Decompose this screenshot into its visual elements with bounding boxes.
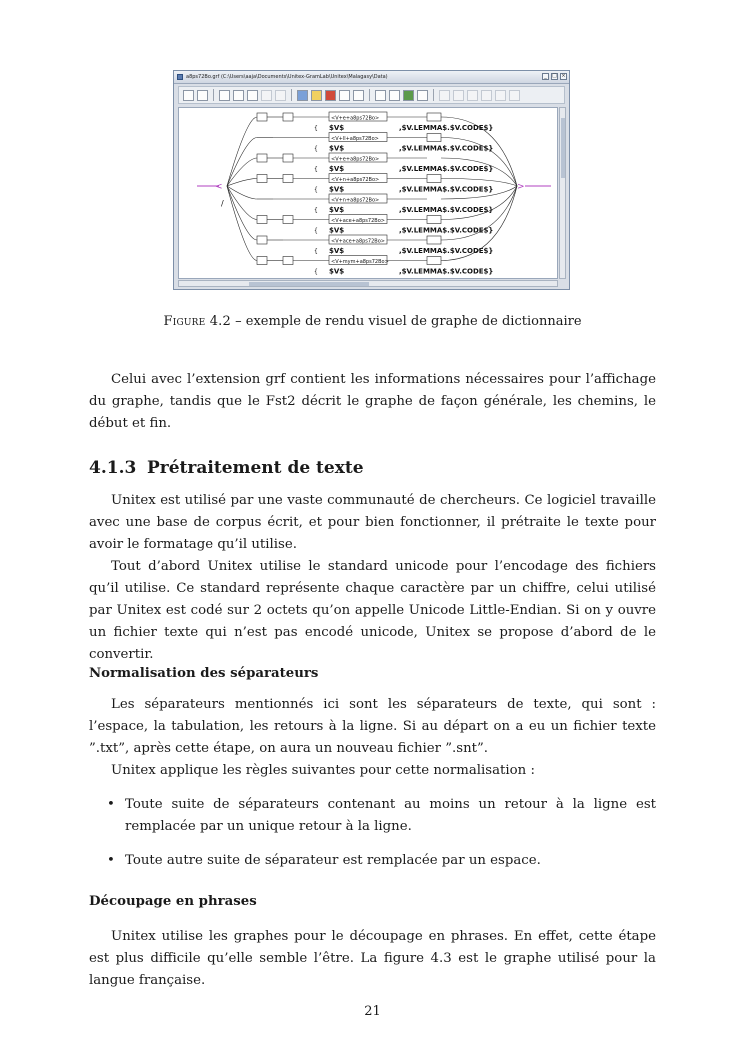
graph-box-out <box>427 175 441 183</box>
graph-box-ref <box>257 216 267 224</box>
graph-output-lemma: ,$V.LEMMA$.$V.CODE$} <box>399 165 494 173</box>
graph-box-mid <box>283 113 293 121</box>
maximize-icon: □ <box>552 73 557 79</box>
graph-box-mid <box>283 216 293 224</box>
copy-icon <box>219 90 230 101</box>
window-titlebar <box>174 71 569 84</box>
vertical-scrollbar <box>559 107 566 279</box>
graph-output-var: $V$ <box>329 165 345 173</box>
close-icon: × <box>561 73 566 79</box>
graph-box-out <box>427 113 441 121</box>
link-icon <box>339 90 350 101</box>
toolbar-separator <box>291 89 292 101</box>
subsection-paragraph: Unitex applique les règles suivantes pour cette normalisation : <box>111 763 535 778</box>
graph-output-lemma: ,$V.LEMMA$.$V.CODE$} <box>399 206 494 214</box>
bullet-icon: • <box>107 797 115 812</box>
graph-editor-window-screenshot <box>173 70 570 290</box>
section-title: Prétraitement de texte <box>147 458 364 478</box>
caption-label: Figure 4.2 <box>163 314 231 329</box>
dictionary-graph <box>179 108 558 279</box>
graph-box-lexmask-label: <V+ace+a8ps72Bo> <box>331 218 385 224</box>
graph-box-ref <box>257 113 267 121</box>
graph-edge <box>227 186 257 240</box>
nav-icon-2 <box>453 90 464 101</box>
graph-output-var: $V$ <box>329 185 345 194</box>
graph-output-lemma: ,$V.LEMMA$.$V.CODE$} <box>399 247 494 255</box>
graph-output-lemma: ,$V.LEMMA$.$V.CODE$} <box>399 124 494 132</box>
graph-box-lexmask-label: <V+ace+a8ps72Bo> <box>331 238 385 245</box>
graph-output-lemma: ,$V.LEMMA$.$V.CODE$} <box>399 226 494 235</box>
edit-icon <box>311 90 322 101</box>
slash-label: / <box>221 199 224 208</box>
subsection-paragraph: Unitex utilise les graphes pour le découpage en phrases. En effet, cette étape est plus difficile qu’elle semble l’être. La figure 4.3 est le graphe utilisé pour la langue française. <box>89 929 656 988</box>
graph-output-brace: { <box>314 227 318 235</box>
graph-box-out <box>427 257 441 265</box>
start-node: < <box>215 182 223 192</box>
subsection-paragraph: Les séparateurs mentionnés ici sont les séparateurs de texte, qui sont : l’espace, la tabulation, les retours à la ligne. Si au départ on a eu un fichier texte ”.txt”, après cette étape, on aura un nouveau fichier ”.snt”. <box>89 697 656 756</box>
caption-separator: – <box>230 314 246 329</box>
graph-output-var: $V$ <box>329 267 345 276</box>
nav-icon-3 <box>467 90 478 101</box>
section-paragraph: Unitex est utilisé par une vaste communauté de chercheurs. Ce logiciel travaille avec une base de corpus écrit, et pour bien fonctionner, il prétraite le texte pour avoir le formatage qu’il utilise. <box>89 493 656 552</box>
toolbar-separator <box>213 89 214 101</box>
graph-output-var: $V$ <box>329 124 345 132</box>
graph-output-brace: { <box>314 145 318 153</box>
graph-box-lexmask-label: <V+mym+a8ps72Bo> <box>331 259 389 265</box>
figure-caption <box>0 314 745 329</box>
nav-icon-6 <box>509 90 520 101</box>
subsection-heading: Découpage en phrases <box>89 894 257 909</box>
save-icon <box>183 90 194 101</box>
graph-box-mid <box>283 257 293 265</box>
graph-box-out <box>427 216 441 224</box>
graph-output-var: $V$ <box>329 247 345 255</box>
font-icon <box>417 90 428 101</box>
caption-text: exemple de rendu visuel de graphe de dictionnaire <box>245 314 582 329</box>
graph-box-mid <box>283 154 293 162</box>
graph-toolbar <box>178 86 565 104</box>
graph-box-lexmask-label: <V+ll+a8ps72Bo> <box>331 136 379 142</box>
graph-box-out <box>427 236 441 244</box>
zoom-icon <box>375 90 386 101</box>
compile-icon <box>197 90 208 101</box>
graph-output-brace: { <box>314 186 318 194</box>
graph-output-brace: { <box>314 268 318 276</box>
cut-icon <box>233 90 244 101</box>
graph-edge <box>227 158 257 186</box>
minimize-icon: _ <box>542 73 549 80</box>
list-item-text: Toute suite de séparateurs contenant au moins un retour à la ligne est remplacée par un unique retour à la ligne. <box>125 797 656 834</box>
box-icon <box>353 90 364 101</box>
graph-box-lexmask-label: <V+e+a8ps72Bo> <box>331 156 380 163</box>
redo-icon <box>275 90 286 101</box>
end-node: > <box>517 182 525 192</box>
graph-output-brace: { <box>314 248 318 255</box>
graph-box-lexmask-label: <V+n+a8ps72Bo> <box>331 177 380 183</box>
horizontal-scrollbar <box>178 280 558 287</box>
graph-box-mid <box>283 175 293 183</box>
window-controls <box>542 73 567 80</box>
window-title: a8ps72Bo.grf (C:\Users\aaja\Documents\Unitex-GramLab\Unitex\Malagasy\Data) <box>186 74 388 80</box>
graph-box-out <box>427 134 441 142</box>
bullet-icon: • <box>107 853 115 868</box>
graph-box-ref <box>257 175 267 183</box>
intro-paragraph: Celui avec l’extension grf contient les informations nécessaires pour l’affichage du graphe, tandis que le Fst2 décrit le graphe de façon générale, les chemins, le début et fin. <box>89 372 656 431</box>
graph-output-var: $V$ <box>329 144 345 153</box>
graph-box-ref <box>257 154 267 162</box>
graph-output-var: $V$ <box>329 206 345 214</box>
graph-output-lemma: ,$V.LEMMA$.$V.CODE$} <box>399 267 494 276</box>
list-item <box>107 850 656 872</box>
nav-icon-4 <box>481 90 492 101</box>
app-icon <box>177 74 183 80</box>
graph-box-ref <box>257 236 267 244</box>
page-number: 21 <box>364 1004 381 1019</box>
undo-icon <box>261 90 272 101</box>
list-item-text: Toute autre suite de séparateur est remplacée par un espace. <box>125 853 541 868</box>
graph-box-lexmask-label: <V+n+a8ps72Bo> <box>331 197 380 204</box>
align-icon <box>389 90 400 101</box>
subsection-heading: Normalisation des séparateurs <box>89 666 319 681</box>
graph-output-brace: { <box>314 166 318 173</box>
refresh-icon <box>403 90 414 101</box>
nav-icon-1 <box>439 90 450 101</box>
graph-output-lemma: ,$V.LEMMA$.$V.CODE$} <box>399 185 494 194</box>
graph-output-brace: { <box>314 207 318 214</box>
graph-output-lemma: ,$V.LEMMA$.$V.CODE$} <box>399 144 494 153</box>
select-icon <box>297 90 308 101</box>
graph-output-brace: { <box>314 125 318 132</box>
list-item <box>107 794 656 838</box>
graph-box-ref <box>257 257 267 265</box>
section-number: 4.1.3 <box>89 458 137 478</box>
graph-canvas <box>178 107 558 279</box>
toolbar-separator <box>369 89 370 101</box>
toolbar-separator <box>433 89 434 101</box>
section-paragraph: Tout d’abord Unitex utilise le standard unicode pour l’encodage des fichiers qu’il utilise. Ce standard représente chaque caractère par un chiffre, celui utilisé par Unitex est codé sur 2 octets qu’on appelle Unicode Little-Endian. Si on y ouvre un fichier texte qui n’est pas encodé unicode, Unitex se propose d’abord de le convertir. <box>89 559 656 662</box>
section-heading <box>89 458 364 478</box>
graph-box-lexmask-label: <V+e+a8ps72Bo> <box>331 115 380 122</box>
delete-icon <box>325 90 336 101</box>
paste-icon <box>247 90 258 101</box>
graph-output-var: $V$ <box>329 226 345 235</box>
nav-icon-5 <box>495 90 506 101</box>
